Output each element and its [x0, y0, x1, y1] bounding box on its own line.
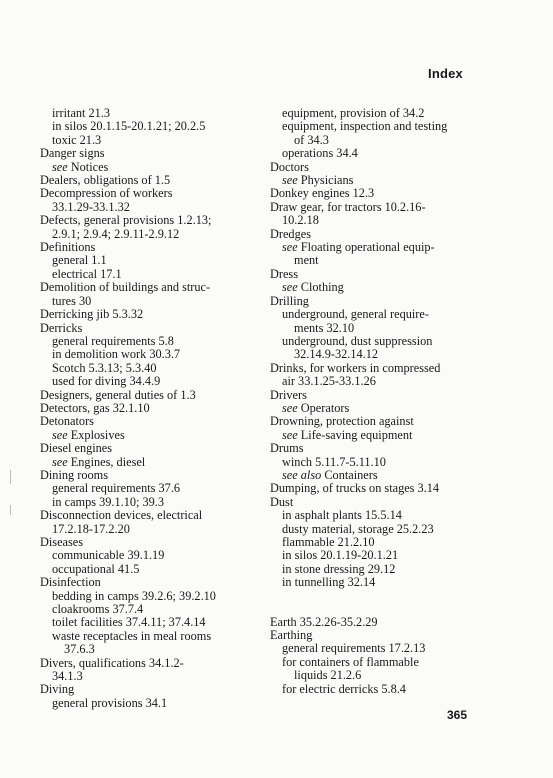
index-subentry: [270, 375, 480, 388]
entry-text: Decompression of workers: [40, 186, 173, 201]
index-subentry: [270, 335, 480, 348]
entry-text: Life-saving equipment: [297, 427, 413, 442]
index-subentry: [270, 656, 480, 669]
index-entry: [270, 496, 480, 509]
index-subentry: [40, 161, 262, 174]
entry-text: 32.14.9-32.14.12: [294, 347, 379, 362]
entry-text: in silos 20.1.19-20.1.21: [282, 548, 399, 563]
index-subentry: [40, 670, 262, 683]
entry-text: Floating operational equip-: [297, 240, 435, 255]
index-entry: [270, 442, 480, 455]
index-subentry: [270, 429, 480, 442]
page-header-index: Index: [428, 66, 463, 81]
index-subentry: [40, 429, 262, 442]
index-subentry: [270, 402, 480, 415]
entry-text: liquids 21.2.6: [294, 668, 362, 683]
entry-text: Drivers: [270, 387, 307, 402]
index-subentry: [40, 254, 262, 267]
index-subentry: [40, 616, 262, 629]
entry-text: general requirements 5.8: [52, 333, 174, 348]
index-entry: [40, 469, 262, 482]
index-entry: [40, 322, 262, 335]
entry-text: Drinks, for workers in compressed: [270, 360, 441, 375]
see-reference: see: [52, 427, 68, 442]
see-reference: see: [282, 280, 298, 295]
index-subentry: [270, 281, 480, 294]
index-subentry: [40, 295, 262, 308]
index-subentry: [270, 134, 480, 147]
entry-text: in camps 39.1.10; 39.3: [52, 494, 165, 509]
entry-text: of 34.3: [294, 132, 329, 147]
entry-text: 34.1.3: [52, 669, 83, 684]
entry-text: Operators: [297, 400, 350, 415]
index-entry: [40, 147, 262, 160]
entry-text: Draw gear, for tractors 10.2.16-: [270, 199, 426, 214]
index-subentry: [40, 375, 262, 388]
index-subentry: [270, 669, 480, 682]
index-subentry: [40, 362, 262, 375]
index-subentry: [270, 322, 480, 335]
see-reference: see: [282, 240, 298, 255]
entry-text: Explosives: [67, 427, 125, 442]
index-subentry: [270, 174, 480, 187]
index-entry: [40, 576, 262, 589]
entry-text: equipment, provision of 34.2: [282, 106, 425, 120]
entry-text: Notices: [67, 159, 109, 174]
index-subentry: [40, 482, 262, 495]
entry-text: Divers, qualifications 34.1.2-: [40, 655, 184, 670]
index-subentry: [270, 456, 480, 469]
entry-text: Diesel engines: [40, 441, 113, 456]
index-entry: [270, 268, 480, 281]
index-entry: [270, 616, 480, 629]
entry-text: tures 30: [52, 293, 92, 308]
page-number: 365: [446, 708, 467, 722]
index-entry: [40, 415, 262, 428]
entry-text: ments 32.10: [294, 320, 355, 335]
entry-text: bedding in camps 39.2.6; 39.2.10: [52, 588, 216, 603]
entry-text: Doctors: [270, 159, 309, 174]
entry-text: toilet facilities 37.4.11; 37.4.14: [52, 615, 206, 630]
entry-text: Earthing: [270, 628, 313, 643]
entry-text: Detectors, gas 32.1.10: [40, 400, 150, 415]
entry-text: general requirements 37.6: [52, 481, 181, 496]
index-subentry: [40, 335, 262, 348]
entry-text: cloakrooms 37.7.4: [52, 602, 144, 617]
entry-text: Danger signs: [40, 146, 105, 161]
index-subentry: [270, 576, 480, 589]
see-reference: see: [282, 173, 298, 188]
entry-text: communicable 39.1.19: [52, 548, 165, 563]
entry-text: 2.9.1; 2.9.4; 2.9.11-2.9.12: [52, 226, 180, 241]
index-subentry: [40, 643, 262, 656]
index-entry: [40, 536, 262, 549]
entry-text: Derricking jib 5.3.32: [40, 307, 144, 322]
index-subentry: [40, 630, 262, 643]
entry-text: Detonators: [40, 414, 94, 429]
index-subentry: [270, 214, 480, 227]
entry-text: Diseases: [40, 535, 84, 549]
entry-text: 33.1.29-33.1.32: [52, 199, 130, 214]
entry-text: occupational 41.5: [52, 561, 140, 576]
index-entry: [40, 187, 262, 200]
entry-text: dusty material, storage 25.2.23: [282, 521, 434, 536]
entry-text: ment: [294, 253, 319, 268]
index-entry: [40, 214, 262, 227]
entry-text: Engines, diesel: [67, 454, 146, 469]
entry-text: Dredges: [270, 226, 311, 241]
index-subentry: [40, 120, 262, 133]
index-entry: [40, 389, 262, 402]
entry-text: for containers of flammable: [282, 654, 419, 669]
index-entry: [40, 509, 262, 522]
index-subentry: [270, 348, 480, 361]
entry-text: Dust: [270, 494, 294, 509]
index-column-left: [40, 107, 262, 710]
index-subentry: [40, 563, 262, 576]
entry-text: Containers: [321, 467, 378, 482]
index-subentry: [270, 254, 480, 267]
index-subentry: [270, 308, 480, 321]
entry-text: Scotch 5.3.13; 5.3.40: [52, 360, 157, 375]
entry-text: irritant 21.3: [52, 106, 111, 120]
entry-text: toxic 21.3: [52, 132, 102, 147]
index-subentry: [270, 523, 480, 536]
index-entry: [270, 295, 480, 308]
entry-text: in tunnelling 32.14: [282, 575, 376, 590]
entry-text: Diving: [40, 682, 75, 697]
index-entry: [270, 482, 480, 495]
entry-text: winch 5.11.7-5.11.10: [282, 454, 386, 469]
index-entry: [270, 415, 480, 428]
index-entry: [270, 161, 480, 174]
index-entry: [270, 228, 480, 241]
entry-text: used for diving 34.4.9: [52, 374, 161, 389]
index-subentry: [270, 683, 480, 696]
entry-text: flammable 21.2.10: [282, 535, 375, 549]
index-subentry: [270, 536, 480, 549]
index-subentry: [270, 549, 480, 562]
entry-text: operations 34.4: [282, 146, 358, 161]
index-entry: [40, 683, 262, 696]
see-reference: see: [52, 454, 68, 469]
entry-text: underground, dust suppression: [282, 333, 433, 348]
index-subentry: [270, 147, 480, 160]
entry-text: Designers, general duties of 1.3: [40, 387, 196, 402]
index-entry: [40, 241, 262, 254]
entry-text: electrical 17.1: [52, 266, 122, 281]
index-subentry: [270, 120, 480, 133]
index-subentry: [40, 590, 262, 603]
entry-text: Clothing: [297, 280, 344, 295]
entry-text: Dress: [270, 266, 299, 281]
see-reference: see: [52, 159, 68, 174]
entry-text: Donkey engines 12.3: [270, 186, 375, 201]
entry-text: 17.2.18-17.2.20: [52, 521, 130, 536]
entry-text: in stone dressing 29.12: [282, 561, 396, 576]
index-subentry: [40, 523, 262, 536]
entry-text: equipment, inspection and testing: [282, 119, 448, 134]
index-entry: [40, 174, 262, 187]
see-reference: see: [282, 427, 298, 442]
entry-text: Demolition of buildings and struc-: [40, 280, 211, 295]
index-subentry: [40, 107, 262, 120]
index-subentry: [40, 549, 262, 562]
entry-text: Dealers, obligations of 1.5: [40, 173, 171, 188]
index-entry: [40, 402, 262, 415]
entry-text: Disconnection devices, electrical: [40, 508, 203, 523]
scan-mark: [10, 470, 11, 484]
entry-text: for electric derricks 5.8.4: [282, 681, 406, 696]
index-entry: [270, 629, 480, 642]
index-subentry: [40, 496, 262, 509]
see-reference: see: [282, 400, 298, 415]
index-entry: [270, 362, 480, 375]
index-subentry: [270, 509, 480, 522]
index-entry: [270, 389, 480, 402]
entry-text: Drowning, protection against: [270, 414, 414, 429]
entry-text: Drilling: [270, 293, 309, 308]
index-subentry: [270, 469, 480, 482]
index-subentry: [40, 603, 262, 616]
entry-text: Physicians: [297, 173, 354, 188]
entry-text: waste receptacles in meal rooms: [52, 628, 212, 643]
index-gap: [270, 590, 480, 616]
entry-text: 10.2.18: [282, 213, 319, 228]
index-subentry: [270, 107, 480, 120]
entry-text: in demolition work 30.3.7: [52, 347, 181, 362]
entry-text: in asphalt plants 15.5.14: [282, 508, 402, 523]
index-subentry: [40, 697, 262, 710]
entry-text: air 33.1.25-33.1.26: [282, 374, 376, 389]
scan-mark: [10, 505, 11, 515]
index-subentry: [40, 456, 262, 469]
entry-text: underground, general require-: [282, 307, 429, 322]
index-entry: [270, 201, 480, 214]
index-subentry: [40, 348, 262, 361]
entry-text: Dining rooms: [40, 467, 108, 482]
entry-text: Defects, general provisions 1.2.13;: [40, 213, 212, 228]
see-reference: see also: [282, 467, 322, 482]
entry-text: in silos 20.1.15-20.1.21; 20.2.5: [52, 119, 206, 134]
entry-text: Disinfection: [40, 575, 101, 590]
index-entry: [40, 657, 262, 670]
entry-text: Drums: [270, 441, 304, 456]
entry-text: Dumping, of trucks on stages 3.14: [270, 481, 440, 496]
index-subentry: [270, 241, 480, 254]
entry-text: general requirements 17.2.13: [282, 641, 426, 656]
index-column-right: [270, 107, 480, 696]
index-subentry: [40, 268, 262, 281]
entry-text: general provisions 34.1: [52, 695, 168, 710]
index-entry: [40, 308, 262, 321]
entry-text: general 1.1: [52, 253, 107, 268]
index-subentry: [270, 642, 480, 655]
index-entry: [40, 281, 262, 294]
index-entry: [270, 187, 480, 200]
entry-text: Derricks: [40, 320, 83, 335]
entry-text: 37.6.3: [64, 642, 95, 657]
index-entry: [40, 442, 262, 455]
entry-text: Earth 35.2.26-35.2.29: [270, 614, 378, 629]
index-subentry: [40, 228, 262, 241]
index-subentry: [270, 563, 480, 576]
index-subentry: [40, 134, 262, 147]
index-subentry: [40, 201, 262, 214]
entry-text: Definitions: [40, 240, 96, 255]
